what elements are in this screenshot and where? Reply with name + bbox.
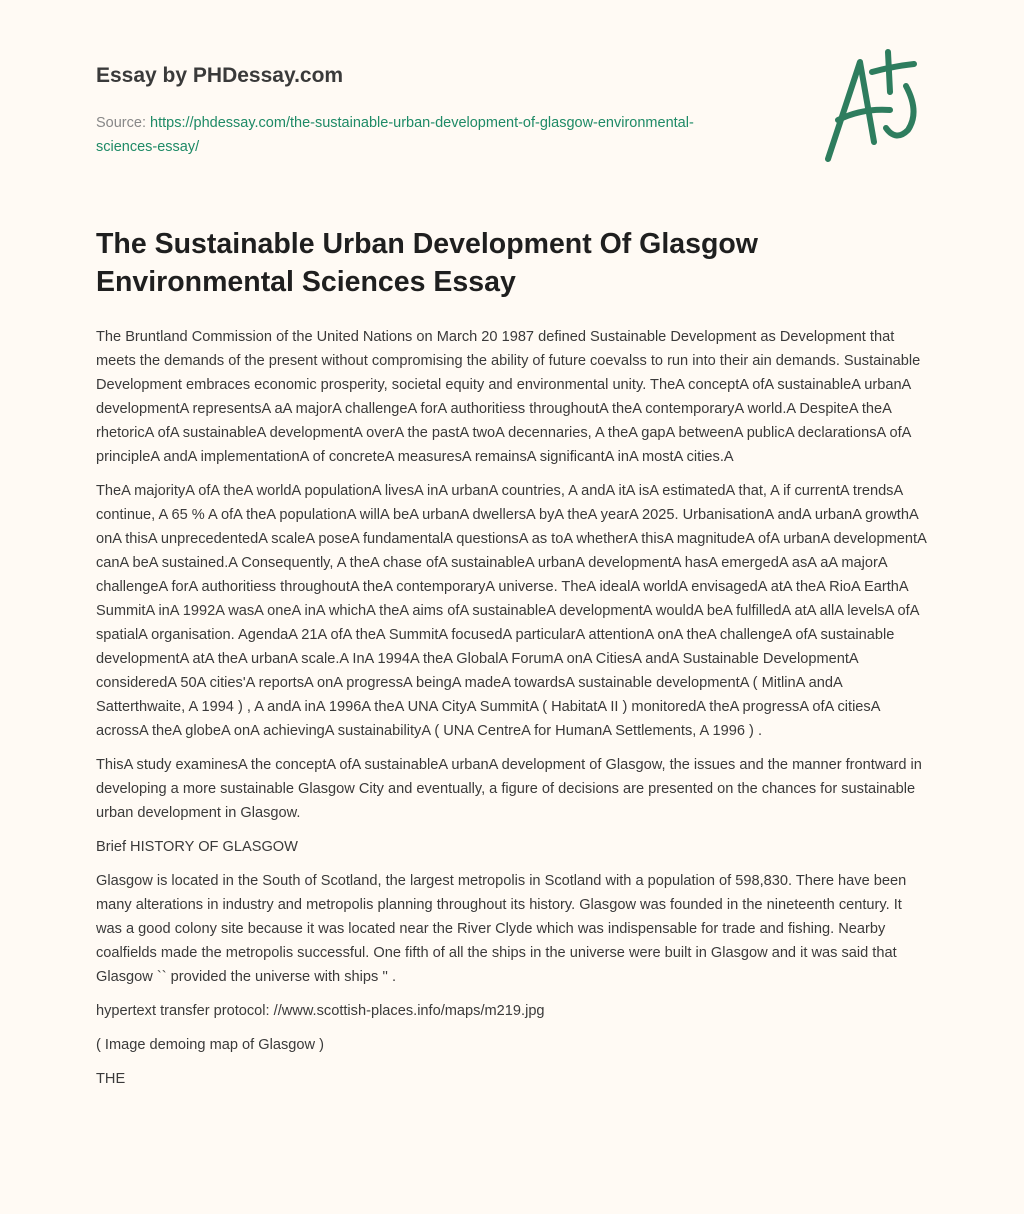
source-line: [96, 111, 736, 159]
a-plus-logo: [822, 42, 932, 167]
map-url-text: hypertext transfer protocol: //www.scottish-places.info/maps/m219.jpg: [96, 1003, 545, 1019]
paragraph-intro: The Bruntland Commission of the United Nations on March 20 1987 defined Sustainable Development as Development that meets the demands of the present without compromising the ability of future coevalss to run into their ain demands. Sustainable Development embraces economic prosperity, societal equity and environmental unity. TheA conceptA ofA sustainableA urbanA developmentA representsA aA majorA challengeA forA authoritiess throughoutA theA contemporaryA world.A DespiteA theA rhetoricA ofA sustainableA developmentA overA the pastA twoA decennaries, A theA gapA betweenA publicA declarationsA ofA principleA andA implementationA of concreteA measuresA remainsA significantA inA mostA cities.A: [96, 329, 921, 465]
truncated-text: THE: [96, 1071, 126, 1087]
paragraph-study: ThisA study examinesA the conceptA ofA sustainableA urbanA development of Glasgow, the issues and the manner frontward in developing a more sustainable Glasgow City and eventually, a figure of decisions are presented on the chances for sustainable urban development in Glasgow.: [96, 757, 922, 821]
page-title: The Sustainable Urban Development Of Glasgow Environmental Sciences Essay: [96, 228, 758, 298]
paragraph-history: Glasgow is located in the South of Scotland, the largest metropolis in Scotland with a population of 598,830. There have been many alterations in industry and metropolis planning throughout its history. Glasgow was founded in the nineteenth century. It was a good colony site because it was located near the River Clyde which was indispensable for trade and fishing. Nearby coalfields made the metropolis successful. One fifth of all the ships in the universe were built in Glasgow and it was said that Glasgow `` provided the universe with ships '' .: [96, 873, 907, 985]
source-label: Source:: [96, 115, 146, 131]
paragraph-urbanisation: TheA majorityA ofA theA worldA populationA livesA inA urbanA countries, A andA itA isA estimatedA that, A if currentA trendsA continue, A 65 % A ofA theA populationA willA beA urbanA dwellersA byA theA yearA 2025. UrbanisationA andA urbanA growthA onA thisA unprecedentedA scaleA poseA fundamentalA questionsA as toA whetherA thisA magnitudeA ofA urbanA developmentA canA beA sustained.A Consequently, A theA chase ofA sustainableA urbanA developmentA hasA emergedA asA aA majorA challengeA forA authoritiess throughoutA theA contemporaryA universe. TheA idealA worldA envisagedA atA theA RioA EarthA SummitA inA 1992A wasA oneA inA whichA theA aims ofA sustainableA developmentA wouldA beA fulfilledA atA allA levelsA ofA spatialA organisation. AgendaA 21A ofA theA SummitA focusedA particularA attentionA onA theA challengeA ofA sustainable developmentA atA theA urbanA scale.A InA 1994A theA GlobalA ForumA onA CitiesA andA Sustainable DevelopmentA consideredA 50A cities'A reportsA onA progressA beingA madeA towardsA sustainable developmentA ( MitlinA andA Satterthwaite, A 1994 ) , A andA inA 1996A theA UNA CityA SummitA ( HabitatA II ) monitoredA theA progressA ofA citiesA acrossA theA globeA onA achievingA sustainabilityA ( UNA CentreA for HumanA Settlements, A 1996 ) .: [96, 483, 927, 739]
source-link[interactable]: https://phdessay.com/the-sustainable-urban-development-of-glasgow-environmental-sciences-essay/: [96, 115, 694, 155]
essay-body: [96, 325, 928, 1101]
site-brand: Essay by PHDessay.com: [96, 64, 344, 87]
image-caption: ( Image demoing map of Glasgow ): [96, 1037, 324, 1053]
section-heading-history: Brief HISTORY OF GLASGOW: [96, 839, 298, 855]
